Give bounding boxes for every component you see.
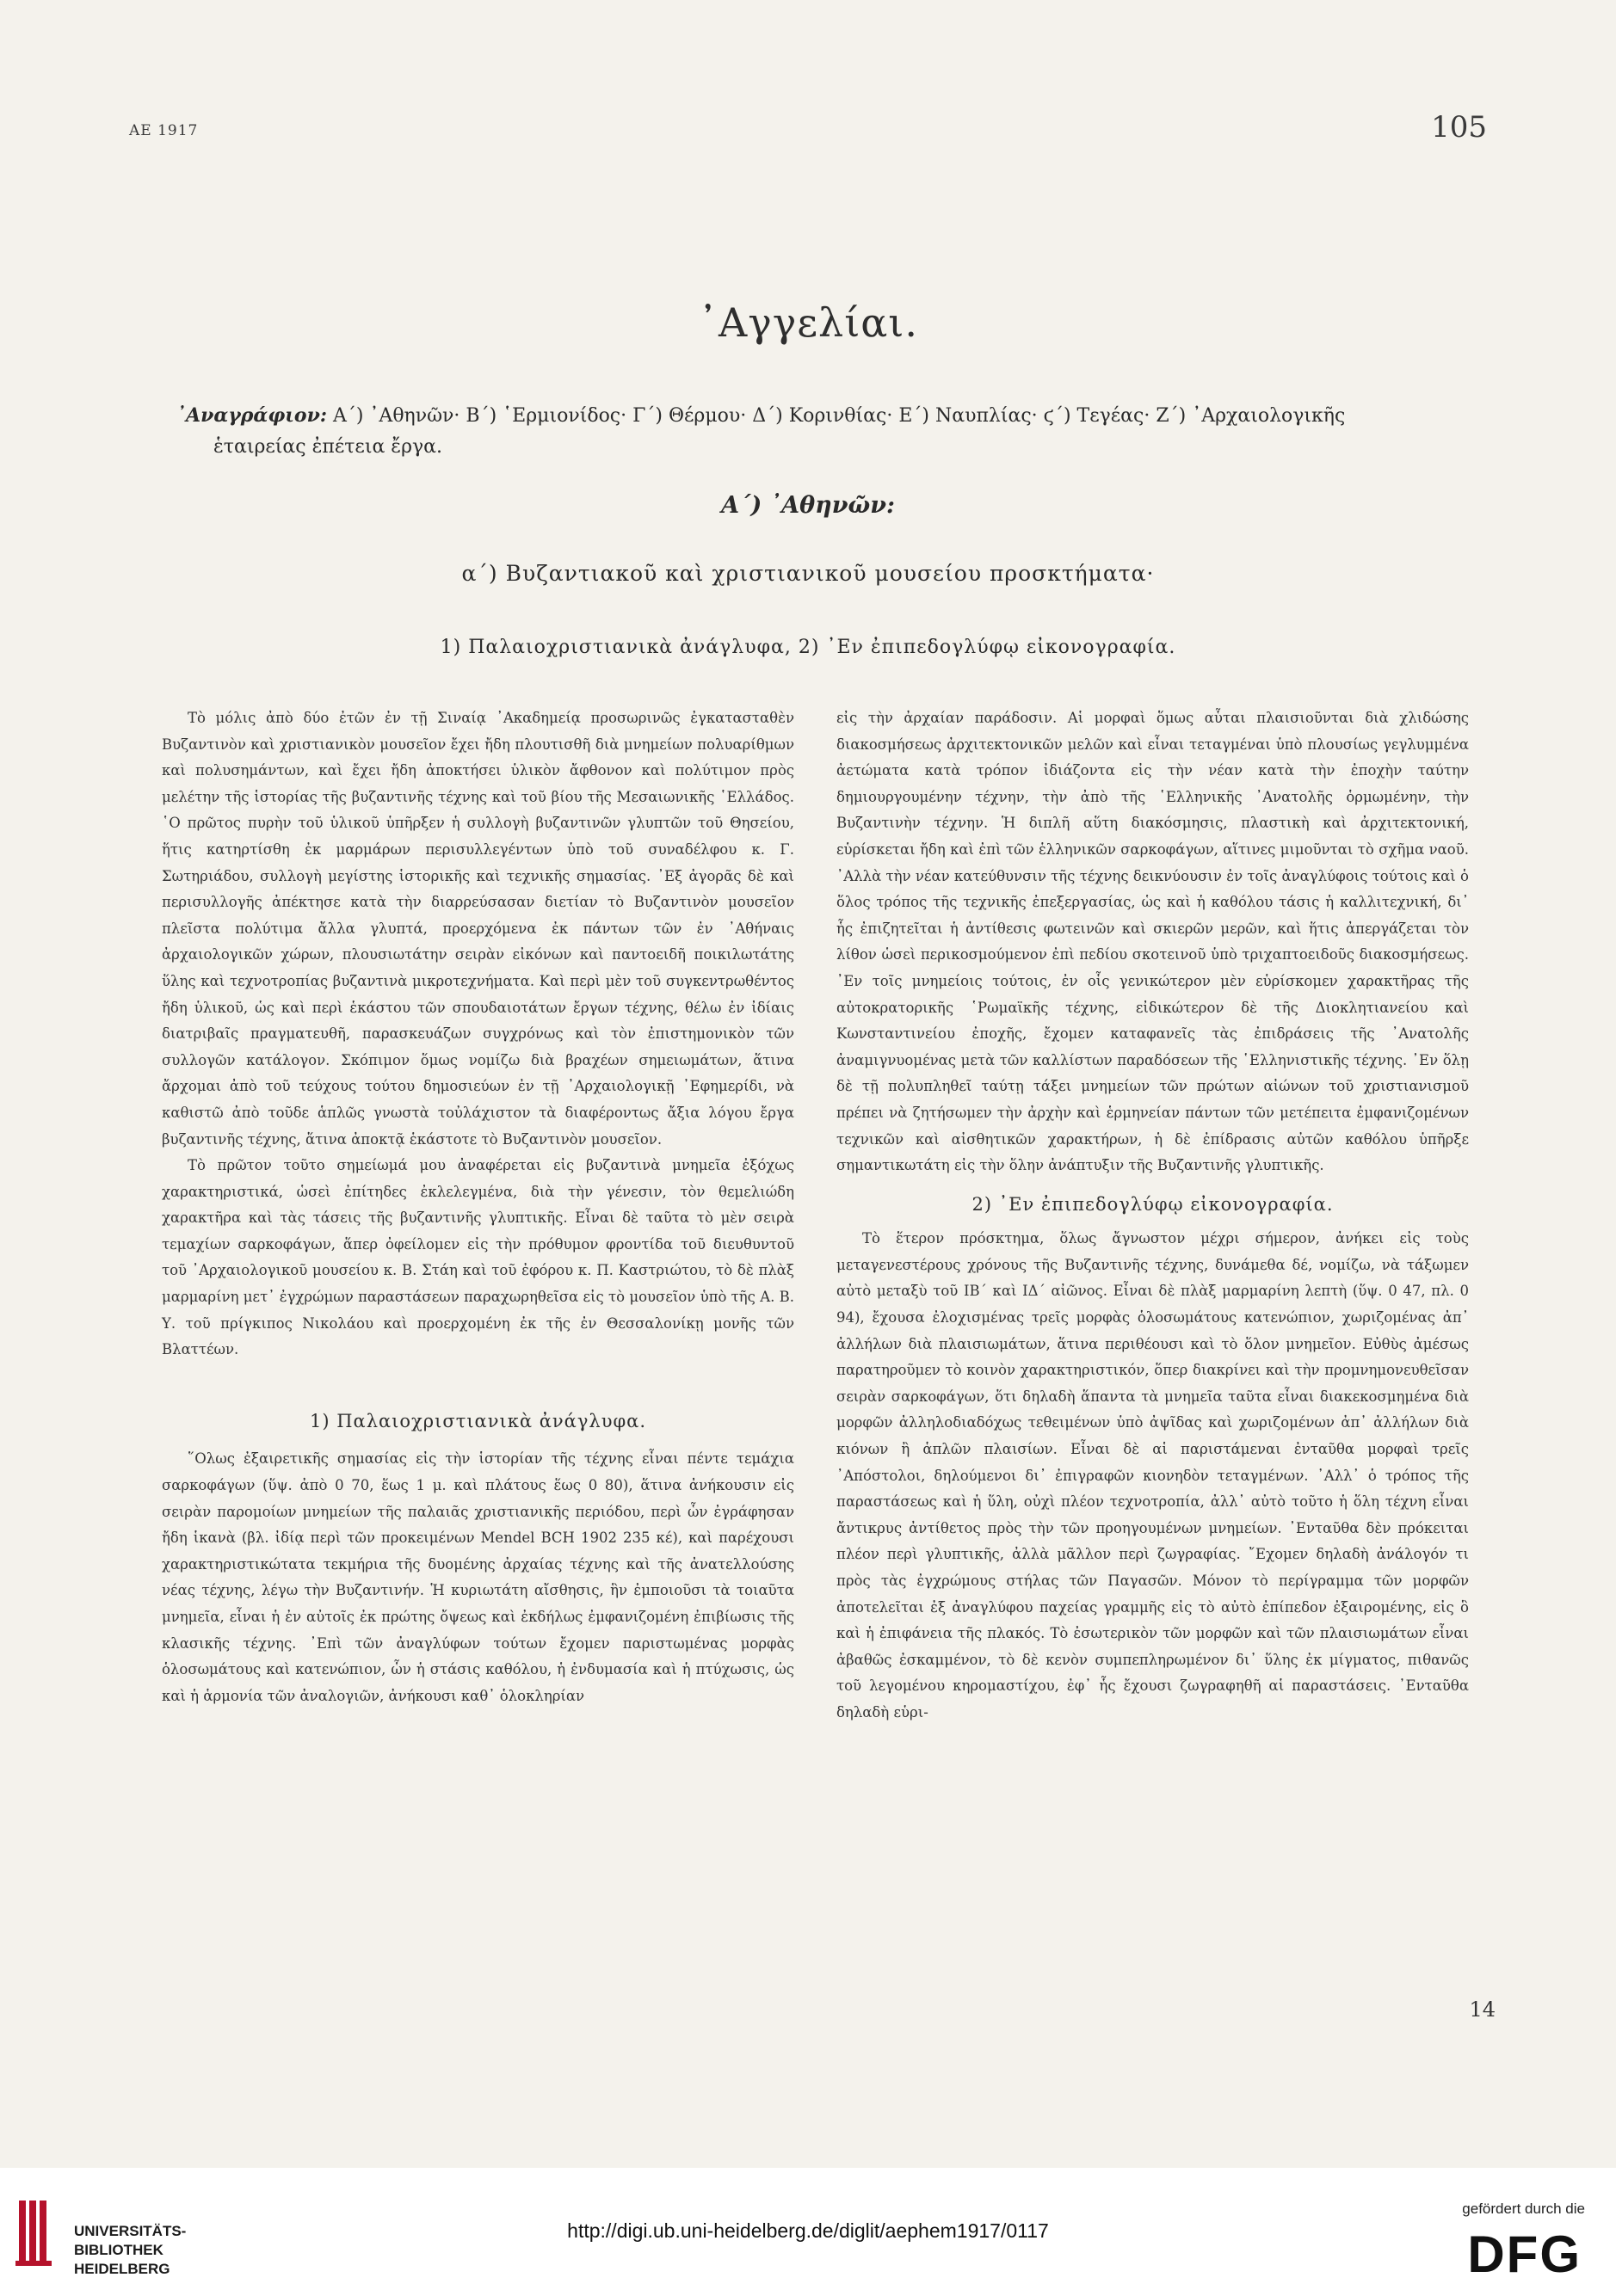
running-head: ΑΕ 1917 — [129, 122, 199, 139]
body-paragraph: Τὸ μόλις ἀπὸ δύο ἐτῶν ἐν τῇ Σιναίᾳ ᾿Ακαδημείᾳ προσωρινῶς ἐγκατασταθὲν Βυζαντινὸν καὶ χριστιανικὸν μουσεῖον ἔχει ἤδη πλουτισθῆ διὰ μνημείων πολυαρίθμων καὶ πολυσημάντων, καὶ ἔχει ἤδη ἀποκτήσει ὑλικὸν ἄφθονον καὶ πολύτιμον πρὸς μελέτην τῆς ἱστορίας τῆς βυζαντινῆς τέχνης καὶ τοῦ βίου τῆς Μεσαιωνικῆς ῾Ελλάδος. ῾Ο πρῶτος πυρὴν τοῦ ὑλικοῦ ὑπῆρξεν ἡ συλλογὴ βυζαντινῶν γλυπτῶν τοῦ Θησείου, ἥτις κατηρτίσθη ἐκ μαρμάρων περισυλλεγέντων ὑπὸ τοῦ συναδέλφου κ. Γ. Σωτηριάδου, συλλογὴ μεγίστης ἱστορικῆς καὶ τεχνικῆς σημασίας. ᾿Εξ ἀγορᾶς δὲ καὶ περισυλλογῆς ἀπέκτησε κατὰ τὴν διαρρεύσασαν διετίαν τὸ Βυζαντινὸν μουσεῖον πλεῖστα πολύτιμα ἄλλα γλυπτά, προερχόμενα ἐκ πάντων τῶν ἐν ᾿Αθήναις ἀρχαιολογικῶν χώρων, πλουσιωτάτην σειρὰν εἰκόνων καὶ παντοειδῆ ποικιλωτάτης ὕλης καὶ τεχνοτροπίας βυζαντινὰ μικροτεχνήματα. Καὶ περὶ μὲν τοῦ συγκεντρωθέντος ἤδη ὑλικοῦ, ὡς καὶ περὶ ἑκάστου τῶν σπουδαιοτάτων ἔργων τέχνης, θέλω ἐν ἰδίαις διατριβαῖς πραγματευθῆ, παρασκευάζων συγχρόνως καὶ τὸν ἐπιστημονικὸν τῶν συλλογῶν κατάλογον. Σκόπιμον ὅμως νομίζω διὰ βραχέων σημειωμάτων, ἅτινα ἄρχομαι ἀπὸ τοῦ τεύχους τούτου δημοσιεύων ἐν τῇ ᾿Αρχαιολογικῇ ᾿Εφημερίδι, νὰ καθιστῶ ἀπὸ τοῦδε ἁπλῶς γνωστὰ τοὐλάχιστον τὰ διαφέροντως ἄξια λόγου ἔργα βυζαντινῆς τέχνης, ἅτινα ἀποκτᾷ ἑκάστοτε τὸ Βυζαντινὸν μουσεῖον. — [162, 710, 794, 1148]
signature-mark: 14 — [1469, 1997, 1496, 2022]
right-column — [836, 705, 1469, 1727]
body-paragraph: ῞Ολως ἐξαιρετικῆς σημασίας εἰς τὴν ἱστορίαν τῆς τέχνης εἶναι πέντε τεμάχια σαρκοφάγων (ὕψ. ἀπὸ 0 70, ἕως 1 μ. καὶ πλάτους ἕως 0 80), ἅτινα ἀνήκουσιν εἰς σειρὰν παρομοίων μνημείων τῆς παλαιᾶς χριστιανικῆς περιόδου, περὶ ὧν ἐγράφησαν ἤδη ἱκανὰ (βλ. ἰδίᾳ περὶ τῶν προκειμένων Mendel BCH 1902 235 κέ), καὶ παρέχουσι χαρακτηριστικώτατα τεκμήρια τῆς δυομένης ἀρχαίας τέχνης καὶ τῆς ἀνατελλούσης νέας τέχνης, λέγω τὴν Βυζαντινήν. Ἡ κυριωτάτη αἴσθησις, ἣν ἐμποιοῦσι τὰ τοιαῦτα μνημεῖα, εἶναι ἡ ἐν αὐτοῖς ἐκ πρώτης ὄψεως καὶ ἐκδήλως ἐμφανιζομένη ἐπιβίωσις τῆς κλασικῆς τέχνης. ᾿Επὶ τῶν ἀναγλύφων τούτων ἔχομεν παριστωμένας μορφὰς ὁλοσωμάτους καὶ κατενώπιον, ὧν ἡ στάσις καθόλου, ἡ ἐνδυμασία καὶ ἡ πτύχωσις, ὡς καὶ ἡ ἁρμονία τῶν ἀναλογιῶν, ἀνήκουσι καθ᾿ ὁλοκληρίαν — [162, 1450, 794, 1704]
section-heading: Α΄) ᾿Αθηνῶν: — [721, 492, 895, 519]
column-heading: 1) Παλαιοχριστιανικὰ ἀνάγλυφα. — [309, 1410, 647, 1431]
footer-bar — [0, 2168, 1616, 2296]
dfg-logo[interactable]: DFG — [1467, 2225, 1582, 2283]
source-url-link[interactable]: http://digi.ub.uni-heidelberg.de/diglit/aephem1917/0117 — [567, 2219, 1049, 2242]
page-number: 105 — [1431, 110, 1487, 145]
contents-line-2: ἑταιρείας ἐπέτεια ἔργα. — [213, 436, 443, 458]
contents-list — [176, 400, 1467, 463]
body-paragraph: Τὸ πρῶτον τοῦτο σημείωμά μου ἀναφέρεται εἰς βυζαντινὰ μνημεῖα ἐξόχως χαρακτηριστικά, ὡσεὶ ἐπίτηδες ἐκλελεγμένα, διὰ τὴν γένεσιν, τὸν θεμελιώδη χαρακτῆρα καὶ τὰς τάσεις τῆς βυζαντινῆς γλυπτικῆς. Εἶναι δὲ ταῦτα τὸ μὲν σειρὰ τεμαχίων σαρκοφάγων, ἅπερ ὀφείλομεν εἰς τὴν πρόθυμον φροντίδα τοῦ διευθυντοῦ τοῦ ᾿Αρχαιολογικοῦ μουσείου κ. Β. Στάη καὶ τοῦ ἐφόρου κ. Π. Καστριώτου, τὸ δὲ πλὰξ μαρμαρίνη μετ᾿ ἐγχρώμων παραστάσεων παραχωρηθεῖσα εἰς τὸ μουσεῖον ὑπὸ τῆς Α. Β. Υ. τοῦ πρίγκιπος Νικολάου καὶ προερχομένη ἐκ τῆς ἐν Θεσσαλονίκῃ μονῆς τῶν Βλαττέων. — [162, 1157, 794, 1358]
contents-line-1 — [176, 400, 1467, 432]
subsection-subtitle: 1) Παλαιοχριστιανικὰ ἀνάγλυφα, 2) ᾿Εν ἐπιπεδογλύφῳ εἰκονογραφία. — [440, 637, 1176, 658]
contents-lead: ᾿Αναγράφιον: — [176, 404, 327, 427]
logo-text-line: HEIDELBERG — [74, 2261, 170, 2277]
funding-note: gefördert durch die — [1462, 2201, 1585, 2217]
logo-text-line: UNIVERSITÄTS- — [74, 2223, 187, 2239]
subsection-heading: α΄) Βυζαντιακοῦ καὶ χριστιανικοῦ μουσείου προσκτήματα· — [461, 561, 1155, 586]
left-column — [162, 705, 794, 1709]
logo-text-line: BIBLIOTHEK — [74, 2242, 163, 2258]
body-paragraph: εἰς τὴν ἀρχαίαν παράδοσιν. Αἱ μορφαὶ ὅμως αὗται πλαισιοῦνται διὰ χλιδώσης διακοσμήσεως ἀρχιτεκτονικῶν μελῶν καὶ εἶναι τεταγμέναι ὑπὸ πλουσίως γεγλυμμένα ἀετώματα κατὰ τρόπον ἰδιάζοντα εἰς τὴν νέαν κατὰ τὴν ἐποχὴν ταύτην δημιουργουμένην τέχνην, τὴν ἀπὸ τῆς ῾Ελληνικῆς ᾿Ανατολῆς ὁρμωμένην, τὴν Βυζαντινὴν τέχνην. Ἡ διπλῆ αὕτη διακόσμησις, πλαστικὴ καὶ ἀρχιτεκτονική, εὑρίσκεται ἤδη καὶ ἐπὶ τῶν ἑλληνικῶν σαρκοφάγων, αἵτινες μιμοῦνται τὸ σχῆμα ναοῦ. ᾿Αλλὰ τὴν νέαν κατεύθυνσιν τῆς τέχνης δεικνύουσιν ἐν τοῖς ἀναγλύφοις τούτοις καὶ ὁ ὅλος τρόπος τῆς τεχνικῆς ἐπεξεργασίας, ὡς καὶ ἡ καθόλου τάσις ἡ καλλιτεχνική, δι᾿ ἧς ἐπιζητεῖται ἡ ἀντίθεσις φωτεινῶν καὶ σκιερῶν μερῶν, καὶ ἥτις ἀπεργάζεται τὸν λίθον ὡσεὶ περικοσμούμενον ἐπὶ πεδίου σκοτεινοῦ ὑπὸ τριχαπτοειδοῦς διακοσμήσεως. ᾿Εν τοῖς μνημείοις τούτοις, ἐν οἷς γενικώτερον μὲν εὑρίσκομεν χαρακτῆρας τῆς αὐτοκρατορικῆς ῾Ρωμαϊκῆς τέχνης, εἰδικώτερον δὲ τῆς Διοκλητιανείου καὶ Κωνσταντινείου ἐποχῆς, ἔχομεν καταφανεῖς τὰς ἐπιδράσεις τῆς ᾿Ανατολῆς ἀναμιγνυομένας μετὰ τῶν καλλίστων παραδόσεων τῆς ῾Ελληνιστικῆς τέχνης. ᾿Εν ὅλῃ δὲ τῇ πολυπληθεῖ ταύτῃ τάξει μνημείων τῶν πρώτων αἰώνων τοῦ χριστιανισμοῦ πρέπει νὰ ζητήσωμεν τὴν ἀρχὴν καὶ ἑρμηνείαν πάντων τῶν μετέπειτα ἐμφανιζομένων τεχνικῶν καὶ αἰσθητικῶν χαρακτήρων, ἡ δὲ ἐπίδρασις αὐτῶν καθόλου ὑπῆρξε σημαντικωτάτη εἰς τὴν ὅλην ἀνάπτυξιν τῆς Βυζαντινῆς γλυπτικῆς. — [836, 710, 1469, 1174]
page-title: ᾿Αγγελίαι. — [698, 299, 918, 346]
contents-text-1: Α΄) ᾿Αθηνῶν· Β΄) ῾Ερμιονίδος· Γ΄) Θέρμου· Δ΄) Κορινθίας· Ε΄) Ναυπλίας· ϛ΄) Τεγέας· Ζ΄) ᾿Αρχαιολογικῆς — [326, 405, 1346, 427]
column-heading: 2) ᾿Εν ἐπιπεδογλύφῳ εἰκονογραφία. — [971, 1193, 1334, 1215]
body-paragraph: Τὸ ἕτερον πρόσκτημα, ὅλως ἄγνωστον μέχρι σήμερον, ἀνήκει εἰς τοὺς μεταγενεστέρους χρόνους τῆς Βυζαντινῆς τέχνης, δυνάμεθα δέ, νομίζω, νὰ τάξωμεν αὐτὸ μεταξὺ τοῦ ΙΒ΄ καὶ ΙΔ΄ αἰῶνος. Εἶναι δὲ πλὰξ μαρμαρίνη λεπτὴ (ὕψ. 0 47, πλ. 0 94), ἔχουσα ἐλοχισμένας τρεῖς μορφὰς ὁλοσωμάτους κατενώπιον, χωριζομένας ἀπ᾿ ἀλλήλων διὰ πλαισιωμάτων, ἅτινα περιθέουσι καὶ τὸ ὅλον μνημεῖον. Εὐθὺς ἀμέσως παρατηροῦμεν τὸ κοινὸν χαρακτηριστικόν, ὅπερ διακρίνει καὶ τὴν προμνημονευθεῖσαν σειρὰν σαρκοφάγων, ὅτι δηλαδὴ ἅπαντα τὰ μνημεῖα ταῦτα εἶναι διακεκοσμημένα διὰ μορφῶν ἀλληλοδιαδόχως τεθειμένων ὑπὸ ἀψῖδας καὶ χωριζομένων ἀπ᾿ ἀλλήλων διὰ κιόνων ἢ ἁπλῶν πλαισίων. Εἶναι δὲ αἱ παριστάμεναι ἐνταῦθα μορφαὶ τρεῖς ᾿Απόστολοι, δηλούμενοι δι᾿ ἐπιγραφῶν κιονηδὸν τεταγμένων. ᾿Αλλ᾿ ὁ τρόπος τῆς παραστάσεως καὶ ἡ ὕλη, οὐχὶ πλέον τεχνοτροπία, ἀλλ᾿ αὐτὸ τοῦτο ἡ ὅλη τέχνη εἶναι ἄντικρυς ἀντίθετος πρὸς τὴν τῶν προηγουμένων μνημείων. ᾿Ενταῦθα δὲν πρόκειται πλέον περὶ γλυπτικῆς, ἀλλὰ μᾶλλον περὶ ζωγραφίας. ῎Εχομεν δηλαδὴ ἀνάλογόν τι πρὸς τὰς ἐγχρώμους στήλας τῶν Παγασῶν. Μόνον τὸ περίγραμμα τῶν μορφῶν ἀποτελεῖται ἐξ ἀναγλύφου παχείας γραμμῆς εἰς τὸ αὐτὸ ἐπίπεδον ἐξαιρομένης, εἰς ὃ καὶ ἡ ἐπιφάνεια τῆς πλακός. Τὸ ἐσωτερικὸν τῶν μορφῶν καὶ τῶν πλαισιωμάτων εἶναι ἀβαθῶς ἐσκαμμένον, τὸ δὲ κενὸν συμπεπληρωμένον δι᾿ ὕλης ἐκ μίγματος, πιθανῶς τοῦ λεγομένου κηρομαστίχου, ἐφ᾿ ἧς ἔχουσι ζωγραφηθῆ αἱ παραστάσεις. ᾿Ενταῦθα δηλαδὴ εὑρι- — [836, 1230, 1469, 1720]
